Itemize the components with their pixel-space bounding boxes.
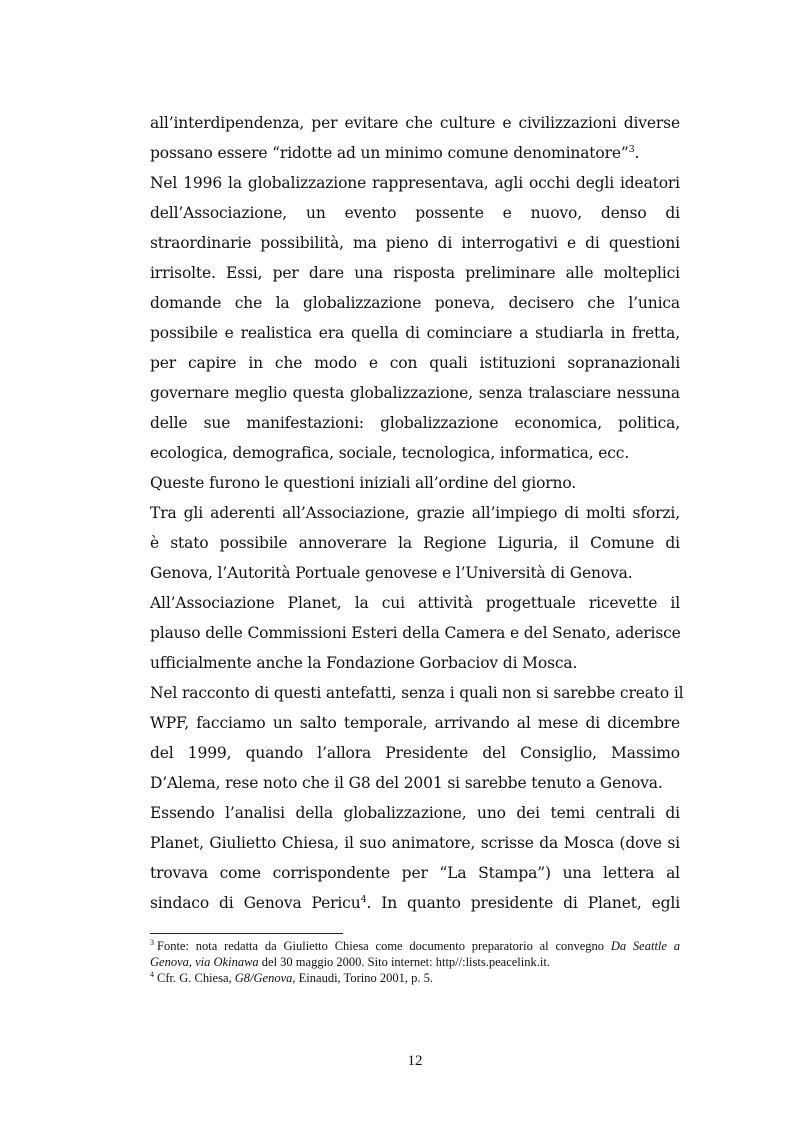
text-line: per capire in che modo e con quali istituzioni sopranazionali xyxy=(150,354,680,372)
text-line: Nel racconto di questi antefatti, senza i quali non si sarebbe creato il xyxy=(150,684,684,702)
text-line: è stato possibile annoverare la Regione Liguria, il Comune di xyxy=(150,534,680,552)
text-line: Nel 1996 la globalizzazione rappresentava, agli occhi degli ideatori xyxy=(150,174,680,192)
footnotes xyxy=(150,938,680,986)
text-line: trovava come corrispondente per “La Stampa”) una lettera al xyxy=(150,864,680,882)
text-line: governare meglio questa globalizzazione, senza tralasciare nessuna xyxy=(150,384,680,402)
footnote-mark: 3 xyxy=(150,937,154,947)
footnote-separator xyxy=(150,933,343,934)
footnote-3: $^3$ Fonte: nota redatta da Giulietto Chiesa come documento preparatorio al convegno Da Seattle a xyxy=(150,937,680,953)
text-line: Planet, Giulietto Chiesa, il suo animatore, scrisse da Mosca (dove si xyxy=(150,834,680,852)
text-line: D’Alema, rese noto che il G8 del 2001 si sarebbe tenuto a Genova. xyxy=(150,774,663,792)
text-line: possibile e realistica era quella di cominciare a studiarla in fretta, xyxy=(150,324,680,342)
text-line: plauso delle Commissioni Esteri della Camera e del Senato, aderisce xyxy=(150,624,681,642)
footnote-ref-4[interactable]: 4 xyxy=(360,893,367,905)
text-line: delle sue manifestazioni: globalizzazione economica, politica, xyxy=(150,414,680,432)
footnote-mark: 4 xyxy=(150,969,154,979)
footnote-ref-3[interactable]: 3 xyxy=(628,143,635,155)
text-line: All’Associazione Planet, la cui attività progettuale ricevette il xyxy=(150,594,680,612)
text-line: possano essere “ridotte ad un minimo comune denominatore”$^3$. xyxy=(150,143,640,162)
text-line: Genova, l’Autorità Portuale genovese e l’Università di Genova. xyxy=(150,564,633,582)
text-line: Queste furono le questioni iniziali all’ordine del giorno. xyxy=(150,474,577,492)
footnote-4: $^4$ Cfr. G. Chiesa, G8/Genova, Einaudi, Torino 2001, p. 5. xyxy=(150,969,433,985)
text-line: straordinarie possibilità, ma pieno di interrogativi e di questioni xyxy=(150,234,680,252)
text-line: irrisolte. Essi, per dare una risposta preliminare alle molteplici xyxy=(150,264,680,282)
text-line: domande che la globalizzazione poneva, decisero che l’unica xyxy=(150,294,680,312)
text-line: Tra gli aderenti all’Associazione, grazie all’impiego di molti sforzi, xyxy=(150,504,680,522)
footnote-3-cont: Genova, via Okinawa del 30 maggio 2000. Sito internet: http//:lists.peacelink.it. xyxy=(150,955,550,969)
text-line: all’interdipendenza, per evitare che culture e civilizzazioni diverse xyxy=(150,114,680,132)
text-line: del 1999, quando l’allora Presidente del Consiglio, Massimo xyxy=(150,744,680,762)
text-line: dell’Associazione, un evento possente e nuovo, denso di xyxy=(150,204,680,222)
body-text xyxy=(150,108,684,918)
text-line: sindaco di Genova Pericu$^4$. In quanto presidente di Planet, egli xyxy=(150,893,681,912)
text-line: Essendo l’analisi della globalizzazione, uno dei temi centrali di xyxy=(150,804,680,822)
text-line: ecologica, demografica, sociale, tecnologica, informatica, ecc. xyxy=(150,444,630,462)
text-line: WPF, facciamo un salto temporale, arrivando al mese di dicembre xyxy=(150,714,680,732)
text-line: ufficialmente anche la Fondazione Gorbaciov di Mosca. xyxy=(150,654,578,672)
page-number: 12 xyxy=(407,1053,423,1069)
